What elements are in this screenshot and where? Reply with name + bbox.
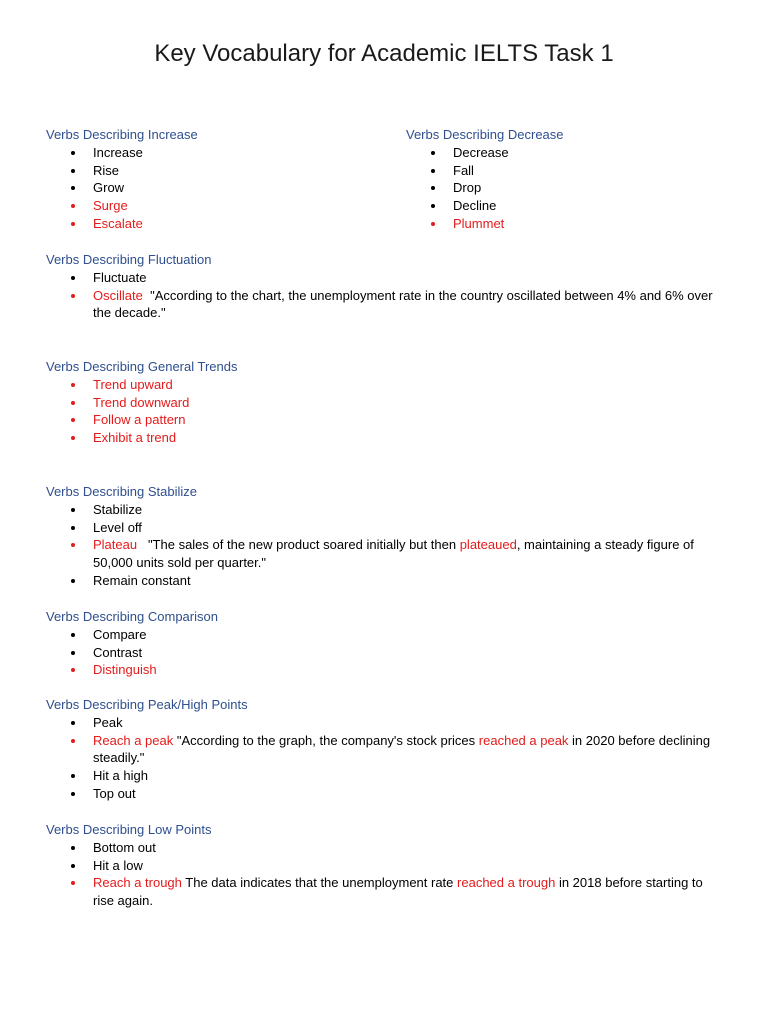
section-heading: Verbs Describing Low Points <box>46 822 212 837</box>
list-item: Bottom out <box>46 839 726 857</box>
section-heading: Verbs Describing Decrease <box>406 127 564 142</box>
list-item: Fluctuate <box>46 269 726 287</box>
list-item: Increase <box>46 144 366 162</box>
highlight-text: plateaued <box>459 537 517 553</box>
page-title: Key Vocabulary for Academic IELTS Task 1 <box>154 40 614 67</box>
section-general-trends <box>46 358 726 447</box>
list-item: Hit a high <box>46 767 726 785</box>
example-text: in 2020 before declining steadily." <box>93 732 711 766</box>
list-item <box>46 536 726 572</box>
section-stabilize <box>46 483 726 590</box>
list-item: Fall <box>406 162 726 180</box>
section-heading: Verbs Describing Stabilize <box>46 484 198 499</box>
list-item: Follow a pattern <box>46 411 726 429</box>
term: Reach a peak <box>93 732 174 748</box>
example-text: "The sales of the new product soared initially but then <box>147 537 457 553</box>
list-item <box>46 732 726 768</box>
section-decrease <box>406 126 726 233</box>
list-item: Stabilize <box>46 501 726 519</box>
example-text: in 2018 before starting to rise again. <box>93 875 703 909</box>
list-item: Distinguish <box>46 661 726 679</box>
list-item: Decrease <box>406 144 726 162</box>
list-item: Peak <box>46 714 726 732</box>
example-text: , maintaining a steady figure of 50,000 units sold per quarter." <box>93 537 694 571</box>
section-increase <box>46 126 366 233</box>
example-text: The data indicates that the unemployment rate <box>185 875 454 891</box>
section-heading: Verbs Describing Increase <box>46 127 198 142</box>
list-item: Plummet <box>406 215 726 233</box>
section-heading: Verbs Describing General Trends <box>46 359 238 374</box>
section-fluctuation <box>46 251 726 322</box>
list-item: Exhibit a trend <box>46 429 726 447</box>
term: Plateau <box>93 537 138 553</box>
list-item: Grow <box>46 179 366 197</box>
list-item: Top out <box>46 785 726 803</box>
list-item: Decline <box>406 197 726 215</box>
section-heading: Verbs Describing Comparison <box>46 609 218 624</box>
section-peak <box>46 696 726 803</box>
list-item: Rise <box>46 162 366 180</box>
list-item: Trend upward <box>46 376 726 394</box>
section-heading: Verbs Describing Peak/High Points <box>46 697 248 712</box>
list-item: Drop <box>406 179 726 197</box>
term: Oscillate <box>93 287 143 303</box>
example-text: "According to the chart, the unemployment rate in the country oscillated between 4% and 6% over the decade." <box>93 287 713 321</box>
example-text: "According to the graph, the company's stock prices <box>176 732 476 748</box>
section-heading: Verbs Describing Fluctuation <box>46 252 212 267</box>
section-low-points <box>46 821 726 910</box>
section-comparison <box>46 608 726 679</box>
list-item: Level off <box>46 519 726 537</box>
term: Reach a trough <box>93 875 182 891</box>
list-item: Contrast <box>46 644 726 662</box>
list-item <box>46 874 726 910</box>
highlight-text: reached a peak <box>478 732 569 748</box>
list-item <box>46 287 726 323</box>
list-item: Remain constant <box>46 572 726 590</box>
list-item: Compare <box>46 626 726 644</box>
highlight-text: reached a trough <box>457 875 556 891</box>
list-item: Trend downward <box>46 394 726 412</box>
list-item: Escalate <box>46 215 366 233</box>
list-item: Hit a low <box>46 857 726 875</box>
list-item: Surge <box>46 197 366 215</box>
